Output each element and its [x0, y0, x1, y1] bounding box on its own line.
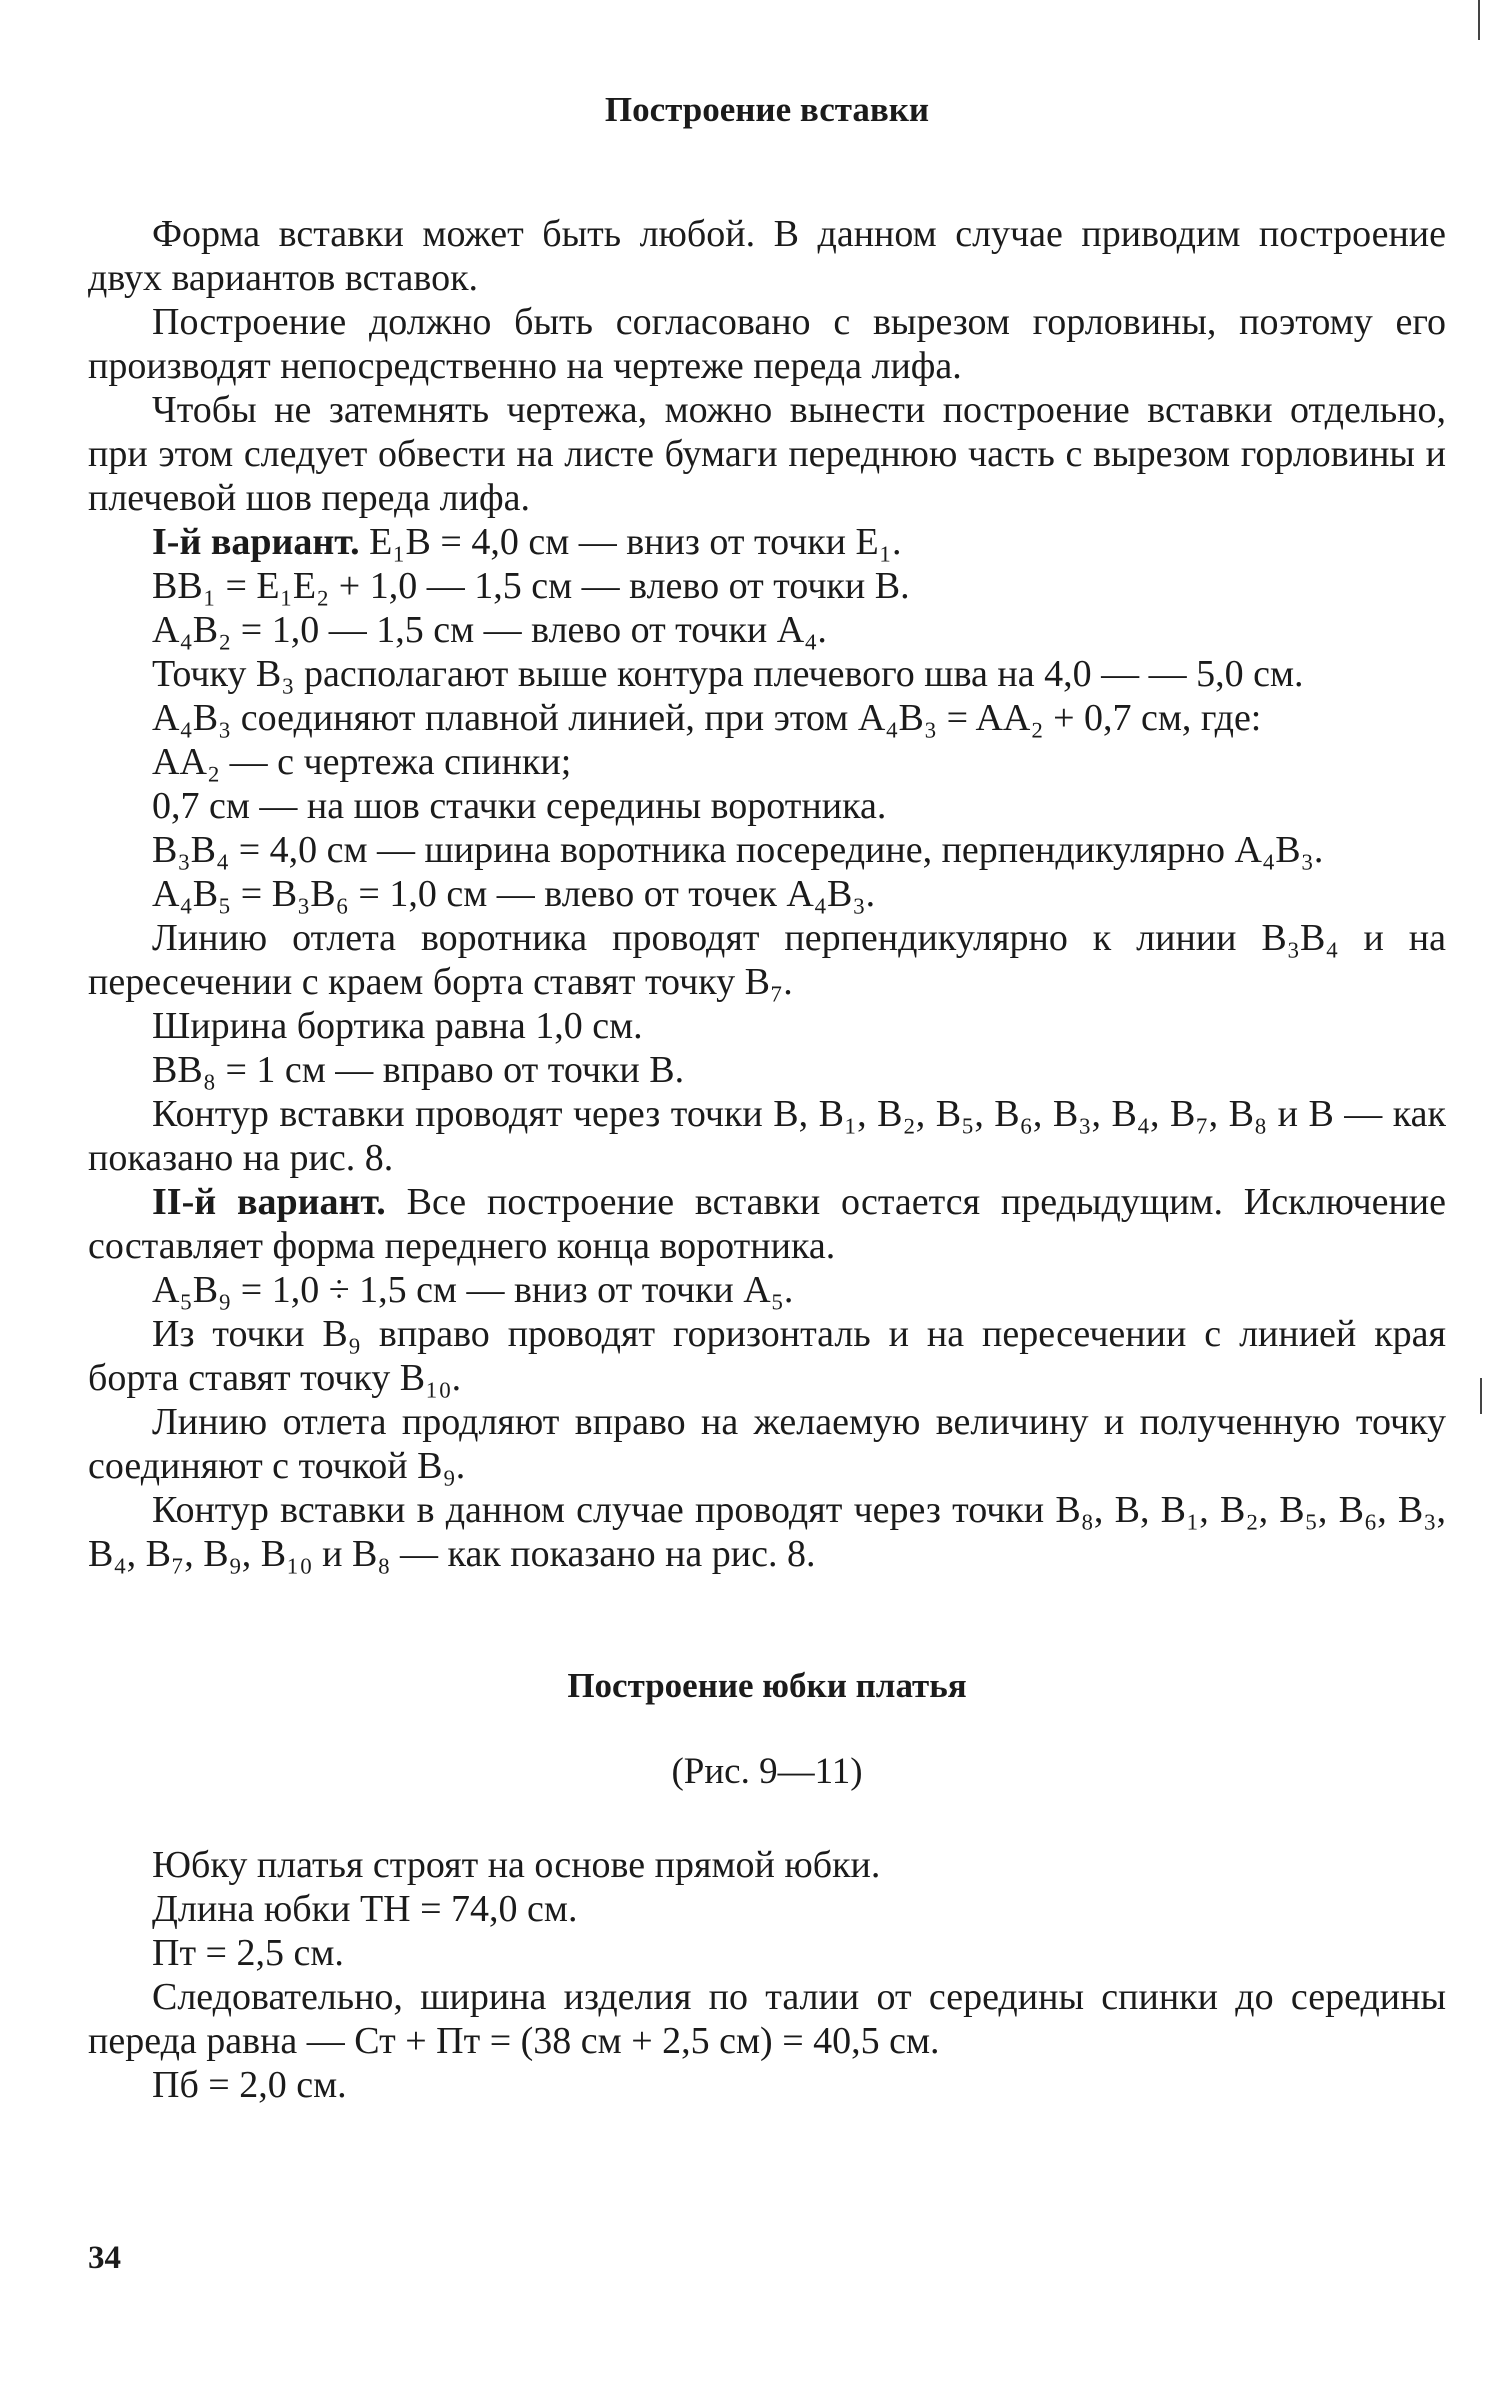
variant2-first-line: [88, 1180, 1446, 1268]
text-line: Точку B₃ располагают выше контура плечевого шва на 4,0 — — 5,0 см.: [152, 653, 1304, 695]
text-line: Ширина бортика равна 1,0 см.: [152, 1005, 643, 1047]
text-line: Юбку платья строят на основе прямой юбки.: [152, 1844, 881, 1886]
text-line: Из точки B₉ вправо проводят горизонталь и на пересечении с линией края борта ставят точку B₁₀.: [88, 1313, 1446, 1399]
text-line: AA₂ — с чертежа спинки;: [152, 741, 572, 783]
text-line: Контур вставки проводят через точки B, B₁, B₂, B₅, B₆, B₃, B₄, B₇, B₈ и B — как показано на рис. 8.: [88, 1093, 1446, 1179]
variant1-label: I-й вариант.: [152, 521, 360, 563]
text-line: Линию отлета продляют вправо на желаемую величину и полученную точку соединяют с точкой B₉.: [88, 1401, 1446, 1487]
text-line: A₄B₃ соединяют плавной линией, при этом A₄B₃ = AA₂ + 0,7 см, где:: [152, 697, 1262, 739]
text-line: Пб = 2,0 см.: [152, 2064, 347, 2106]
paragraph: Форма вставки может быть любой. В данном случае приводим построение двух вариантов вставок.: [88, 213, 1446, 299]
paragraph: Построение должно быть согласовано с вырезом горловины, поэтому его производят непосредственно на чертеже переда лифа.: [88, 301, 1446, 387]
section-title-skirt: Построение юбки платья: [567, 1666, 967, 1705]
text-line: A₄B₅ = B₃B₆ = 1,0 см — влево от точек A₄B₃.: [152, 873, 876, 915]
variant1-first-line: [88, 520, 1446, 564]
text-line: Длина юбки TH = 74,0 см.: [152, 1888, 578, 1930]
page-number: 34: [88, 2240, 121, 2276]
text-line: Контур вставки в данном случае проводят через точки B₈, B, B₁, B₂, B₅, B₆, B₃, B₄, B₇, B₉, B₁₀ и B₈ — как показано на рис. 8.: [88, 1489, 1446, 1575]
text-line: A₅B₉ = 1,0 ÷ 1,5 см — вниз от точки A₅.: [152, 1269, 794, 1311]
text-line: A₄B₂ = 1,0 — 1,5 см — влево от точки A₄.: [152, 609, 827, 651]
text-line: BB₈ = 1 см — вправо от точки B.: [152, 1049, 685, 1091]
text-line: 0,7 см — на шов стачки середины воротника.: [152, 785, 887, 827]
figure-reference: (Рис. 9—11): [671, 1751, 863, 1792]
text-line: Следовательно, ширина изделия по талии от середины спинки до середины переда равна — Ст + Пт = (38 см + 2,5 см) = 40,5 см.: [88, 1976, 1446, 2062]
scan-edge-mark: [1480, 1378, 1482, 1414]
paragraph: Чтобы не затемнять чертежа, можно вынести построение вставки отдельно, при этом следует обвести на листе бумаги переднюю часть с вырезом горловины и плечевой шов переда лифа.: [88, 389, 1446, 519]
text-line: Пт = 2,5 см.: [152, 1932, 344, 1974]
scan-edge-mark: [1478, 0, 1480, 40]
text-line: B₃B₄ = 4,0 см — ширина воротника посередине, перпендикулярно A₄B₃.: [152, 829, 1324, 871]
page-content: [88, 90, 1446, 2107]
text-line: Все построение вставки остается предыдущим. Исключение составляет форма переднего конца воротника.: [88, 1181, 1447, 1267]
section-title-insert: Построение вставки: [604, 90, 930, 129]
variant2-label: II-й вариант.: [152, 1181, 386, 1223]
text-line: E₁B = 4,0 см — вниз от точки E₁.: [369, 521, 902, 563]
text-line: Линию отлета воротника проводят перпендикулярно к линии B₃B₄ и на пересечении с краем борта ставят точку B₇.: [88, 917, 1446, 1003]
text-line: BB₁ = E₁E₂ + 1,0 — 1,5 см — влево от точки B.: [152, 565, 910, 607]
